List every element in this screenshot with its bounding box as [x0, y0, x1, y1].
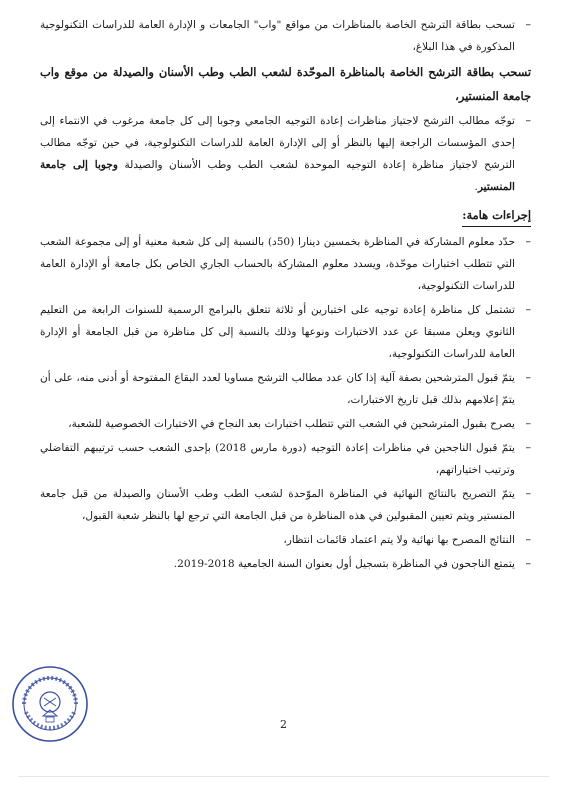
page-number: 2	[280, 718, 287, 731]
item-text: تشتمل كل مناظرة إعادة توجيه على اختبارين أو ثلاثة تتعلق بالبرامج الرسمية للسنوات الرابعة من التعليم الثانوي ويعلن مسبقا عن عدد الاختبارات ونوعها وذلك بالنسبة إلى كل مناظرة من قبل الجامعة أو الإدارة العامة للدراسات التكنولوجية،	[40, 304, 515, 360]
list-item	[40, 483, 531, 527]
list-item	[40, 367, 531, 411]
bullet-dash: –	[525, 371, 531, 384]
item-text: تسحب بطاقة الترشح الخاصة بالمناظرات من مواقع "واب" الجامعات و الإدارة العامة للدراسات التكنولوجية المذكورة في هذا البلاغ،	[40, 19, 515, 53]
bullet-dash: –	[525, 441, 531, 454]
item-text: حدّد معلوم المشاركة في المناظرة بخمسين دينارا (50د) بالنسبة إلى كل شعبة معنية أو إلى مجموعة الشعب التي تتطلب اختبارات موحّدة، ويسدد معلوم المشاركة بالحساب الجاري الخاص بكل جامعة أو الإدارة العامة للدراسات التكنولوجية،	[40, 236, 515, 292]
item-text: يصرح بقبول المترشحين في الشعب التي تتطلب اختبارات بعد النجاح في الاختبارات الخصوصية للشعبة،	[68, 418, 515, 430]
bullet-dash: –	[525, 18, 531, 31]
bullet-dash: –	[525, 557, 531, 570]
item-text: توجّه مطالب الترشح لاجتياز مناظرات إعادة التوجيه الجامعي وجوبا إلى كل جامعة مرغوب في الانتماء إلى إحدى المؤسسات الراجعة إليها بالنظر أو إلى الإدارة العامة للدراسات التكنولوجية، في حين توجّه مطالب الترشح لاجتياز مناظرة إعادة التوجيه الموحدة لشعب الطب وطب الأسنان والصيدلة	[40, 115, 515, 171]
item-text-end: .	[474, 181, 478, 193]
list-item	[40, 231, 531, 297]
list-item	[40, 413, 531, 435]
official-seal-stamp	[10, 664, 90, 744]
bottom-divider	[18, 776, 549, 777]
list-item-application-routing	[40, 110, 531, 198]
bullet-dash: –	[525, 114, 531, 127]
bullet-dash: –	[525, 303, 531, 316]
list-item-download-forms	[40, 14, 531, 58]
bullet-dash: –	[525, 533, 531, 546]
item-text: يتمّ قبول الناجحين في مناظرات إعادة التوجيه (دورة مارس 2018) بإحدى الشعب حسب ترتيبهم التفاضلي وترتيب اختياراتهم،	[40, 442, 515, 476]
list-item	[40, 299, 531, 365]
bullet-dash: –	[525, 235, 531, 248]
rules-list	[40, 231, 531, 575]
bullet-dash: –	[525, 417, 531, 430]
item-text: يتمّ التصريح بالنتائج النهائية في المناظرة الموّحدة لشعب الطب وطب الأسنان والصيدلة من قبل جامعة المنستير ويتم تعيين المقبولين في هذه المناظرة من قبل الجامعة التي ترجع لها بالنظر شعبة القبول،	[40, 488, 515, 522]
item-text: يتمتع الناجحون في المناظرة بتسجيل أول بعنوان السنة الجامعية 2018-2019.	[173, 558, 515, 570]
item-bold-text: وجوبا إلى جامعة المنستير	[40, 159, 515, 193]
list-item	[40, 529, 531, 551]
section-heading: إجراءات هامة:	[462, 204, 531, 227]
bullet-dash: –	[525, 487, 531, 500]
list-item	[40, 553, 531, 575]
item-text: يتمّ قبول المترشحين بصفة آلية إذا كان عدد مطالب الترشح مساويا لعدد البقاع المفتوحة أو أدنى منه، على أن يتمّ إعلامهم بذلك قبل تاريخ الاختبارات،	[40, 372, 515, 406]
bold-notice-medicine: تسحب بطاقة الترشح الخاصة بالمناظرة الموحّدة لشعب الطب وطب الأسنان والصيدلة من موقع واب جامعة المنستير،	[40, 65, 531, 103]
item-text: النتائج المصرح بها نهائية ولا يتم اعتماد قائمات انتظار،	[283, 534, 515, 546]
list-item	[40, 437, 531, 481]
